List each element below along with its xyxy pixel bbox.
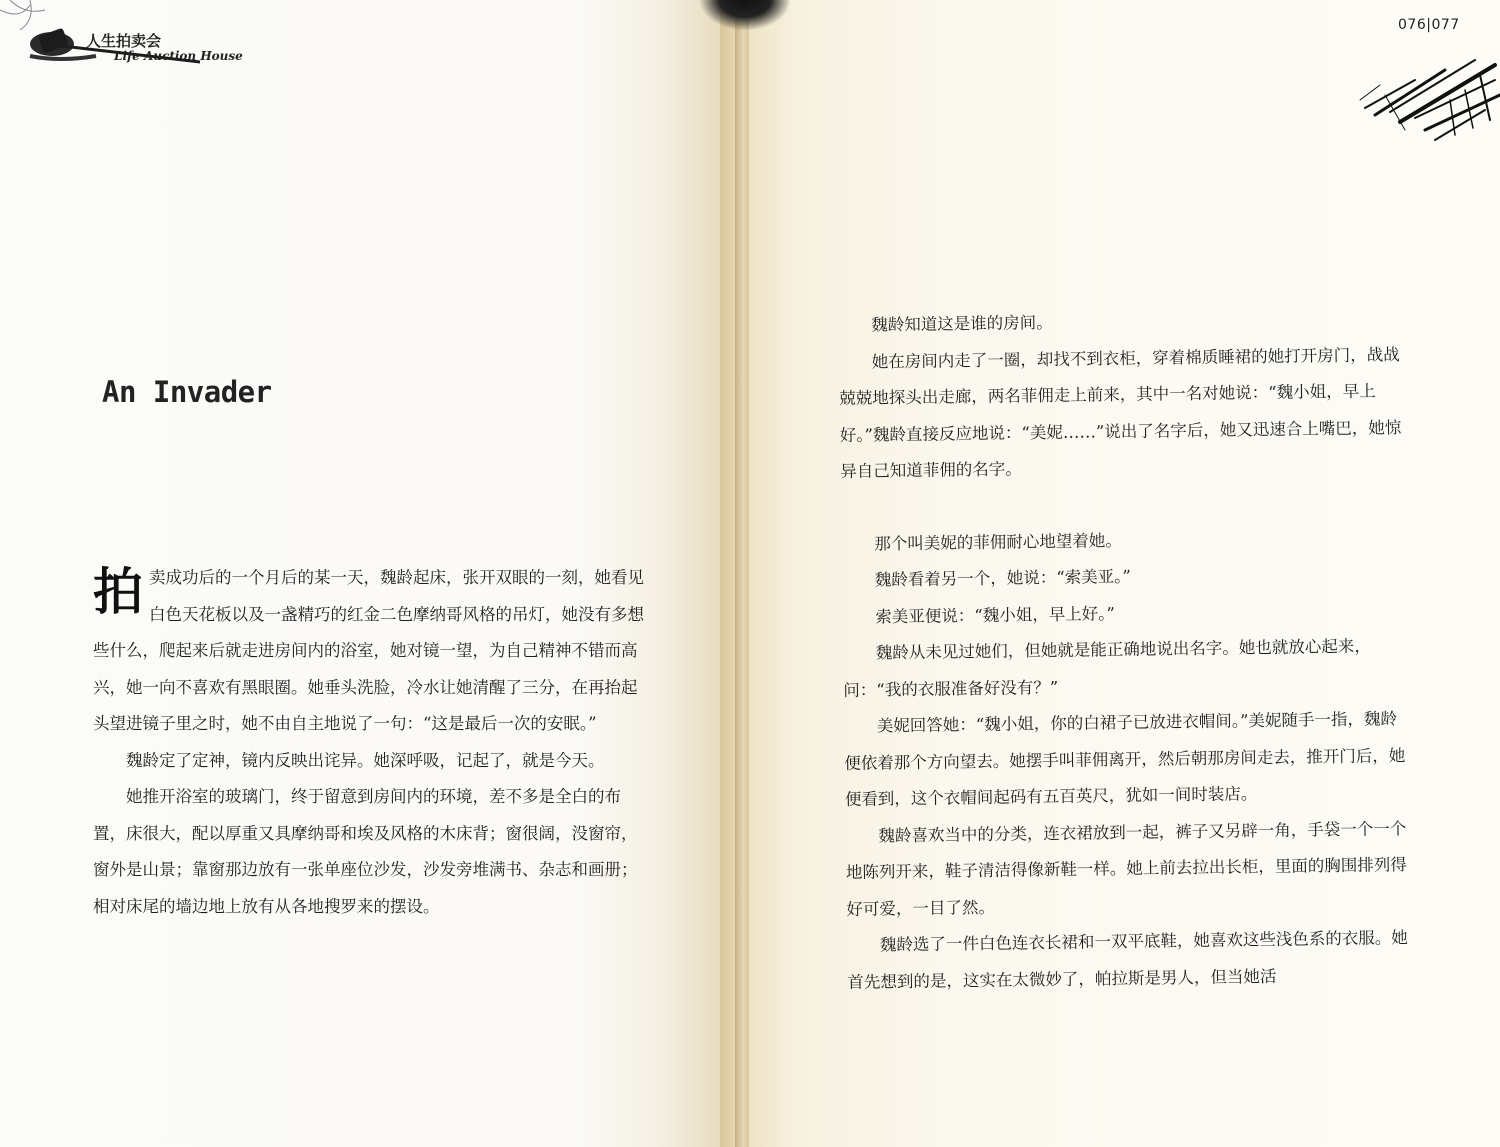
paragraph: 魏龄选了一件白色连衣长裙和一双平底鞋，她喜欢这些浅色系的衣服。她首先想到的是，这实在太微妙了，帕拉斯是男人，但当她活 bbox=[847, 928, 1408, 992]
paragraph: 她推开浴室的玻璃门，终于留意到房间内的环境，差不多是全白的布置，床很大，配以厚重又具摩纳哥和埃及风格的木床背；窗很阔，没窗帘，窗外是山景；靠窗那边放有一张单座位沙发，沙发旁堆满书、杂志和画册；相对床尾的墙边地上放有从各地搜罗来的摆设。 bbox=[93, 787, 638, 916]
paragraph: 那个叫美妮的菲佣耐心地望着她。 bbox=[874, 530, 1122, 554]
book-title-en: Life Auction House bbox=[114, 49, 243, 63]
paragraph: 美妮回答她：“魏小姐，你的白裙子已放进衣帽间。”美妮随手一指，魏龄便依着那个方向望去。她摆手叫菲佣离开，然后朝那房间走去，推开门后，她便看到，这个衣帽间起码有五百英尺，犹如一间时装店。 bbox=[844, 709, 1406, 809]
paragraph: 魏龄从未见过她们，但她就是能正确地说出名字。她也就放心起来，问：“我的衣服准备好没有？” bbox=[843, 636, 1371, 700]
paragraph: 拍卖成功后的一个月后的某一天，魏龄起床，张开双眼的一刻，她看见白色天花板以及一盏精巧的红金二色摩纳哥风格的吊灯，她没有多想些什么，爬起来后就走进房间内的浴室，她对镜一望，为自己精神不错而高兴，她一向不喜欢有黑眼圈。她垂头洗脸，冷水让她清醒了三分，在再抬起头望进镜子里之时，她不由自主地说了一句：“这是最后一次的安眠。” bbox=[93, 562, 644, 733]
running-header bbox=[86, 30, 243, 63]
spine-shadow bbox=[700, 0, 790, 30]
book-title-cn: 人生拍卖会 bbox=[86, 32, 162, 50]
paragraph: 魏龄看着另一个，她说：“索美亚。” bbox=[874, 566, 1132, 590]
ink-scribble-icon bbox=[1355, 40, 1500, 150]
paragraph: 索美亚便说：“魏小姐，早上好。” bbox=[875, 603, 1116, 627]
chapter-title: An Invader bbox=[102, 375, 272, 409]
paragraph: 魏龄知道这是谁的房间。 bbox=[871, 313, 1053, 335]
book-gutter bbox=[735, 0, 749, 1147]
paragraph: 魏龄定了定神，镜内反映出诧异。她深呼吸，记起了，就是今天。 bbox=[126, 750, 605, 770]
page-numbers: 076|077 bbox=[1398, 17, 1460, 33]
paragraph: 她在房间内走了一圈，却找不到衣柜，穿着棉质睡裙的她打开房门，战战兢兢地探头出走廊，两名菲佣走上前来，其中一名对她说：“魏小姐，早上好。”魏龄直接反应地说：“美妮……”说出了名字后，她又迅速合上嘴巴，她惊异自己知道菲佣的名字。 bbox=[839, 344, 1402, 481]
drop-cap: 拍 bbox=[93, 562, 143, 621]
paragraph: 魏龄喜欢当中的分类，连衣裙放到一起，裤子又另辟一角，手袋一个一个地陈列开来，鞋子清洁得像新鞋一样。她上前去拉出长柜，里面的胸围排列得好可爱，一目了然。 bbox=[845, 818, 1407, 919]
left-page-body bbox=[93, 560, 653, 925]
right-page-body bbox=[838, 300, 1414, 1001]
